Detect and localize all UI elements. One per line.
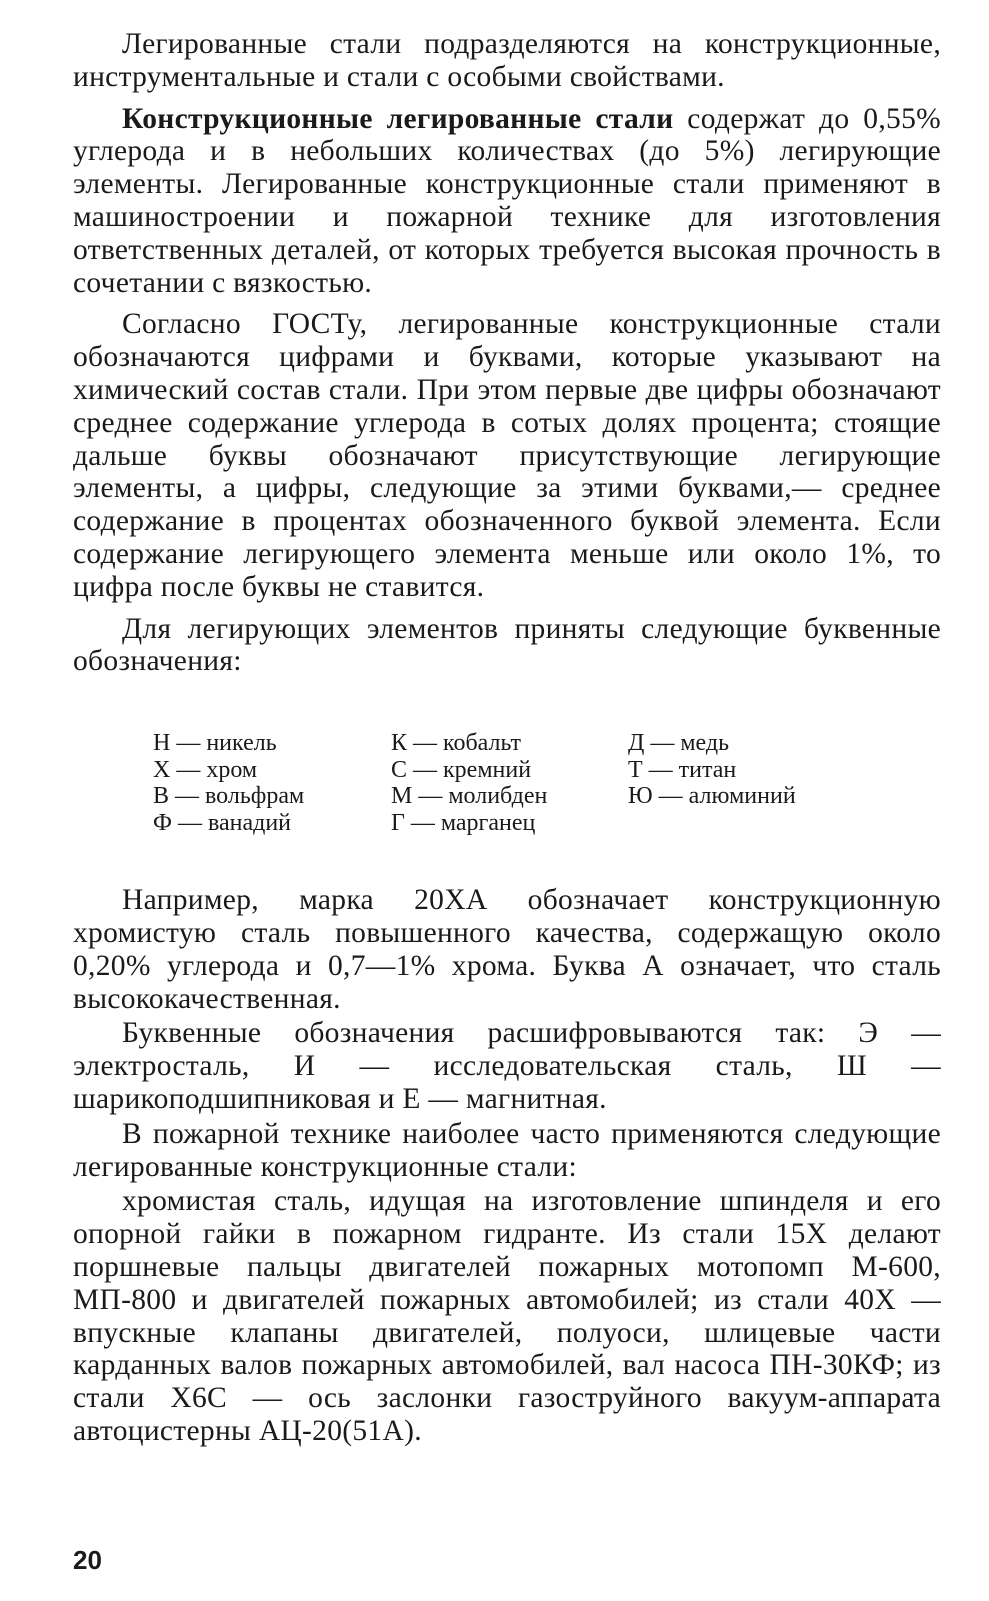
- page-content: [73, 28, 941, 1448]
- legend-item: Ю — алюминий: [628, 783, 796, 810]
- legend-item: Г — марганец: [391, 809, 536, 836]
- paragraph-steel-classes: Легированные стали подразделяются на конструкционные, инструментальные и стали с особыми свойствами.: [73, 28, 941, 93]
- paragraph-structural-steels: [73, 103, 941, 300]
- legend-item: К — кобальт: [391, 730, 522, 757]
- legend-column-3: [628, 730, 796, 810]
- paragraph-fire-equipment-intro: В пожарной технике наиболее часто применяются следующие легированные конструкционные стали:: [73, 1117, 941, 1183]
- legend-column-1: [153, 730, 304, 836]
- paragraph-20xa-example: Например, марка 20ХА обозначает конструкционную хромистую сталь повышенного качества, содержащую около 0,20% углерода и 0,7—1% хрома. Буква А означает, что сталь высококачественная.: [73, 884, 941, 1015]
- paragraph-gost-marking: Согласно ГОСТу, легированные конструкционные стали обозначаются цифрами и буквами, которые указывают на химический состав стали. При этом первые две цифры обозначают среднее содержание углерода в сотых долях процента; стоящие дальше буквы обозначают присутствующие легирующие элементы, а цифры, следующие за этими буквами,— среднее содержание в процентах обозначенного буквой элемента. Если содержание легирующего элемента меньше или около 1%, то цифра после буквы не ставится.: [73, 308, 941, 603]
- legend-item: Н — никель: [153, 730, 277, 757]
- legend-item: Т — титан: [628, 756, 737, 783]
- legend-item: Ф — ванадий: [153, 809, 292, 836]
- legend-column-2: [391, 730, 547, 836]
- paragraph-letter-designations-intro: Для легирующих элементов приняты следующие буквенные обозначения:: [73, 612, 941, 678]
- legend-item: В — вольфрам: [153, 783, 305, 810]
- legend-item: Д — медь: [628, 730, 730, 757]
- legend-item: Х — хром: [153, 756, 258, 783]
- page-number: 20: [73, 1545, 102, 1575]
- paragraph-suffix-letters: Буквенные обозначения расшифровываются так: Э — электросталь, И — исследовательская сталь, Ш — шарикоподшипниковая и Е — магнитная.: [73, 1017, 941, 1115]
- legend-item: М — молибден: [391, 783, 548, 810]
- paragraph-structural-steels-text: содержат до 0,55% углерода и в небольших количествах (до 5%) легирующие элементы. Легированные конструкционные стали применяют в машиностроении и пожарной технике для изготовления ответственных деталей, от которых требуется высокая прочность в сочетании с вязкостью.: [73, 102, 942, 299]
- paragraph-chromium-steel-uses: хромистая сталь, идущая на изготовление шпинделя и его опорной гайки в пожарном гидранте. Из стали 15Х делают поршневые пальцы двигателей пожарных мотопомп М-600, МП-800 и двигателей пожарных автомобилей; из стали 40Х — впускные клапаны двигателей, полуоси, шлицевые части карданных валов пожарных автомобилей, вал насоса ПН-30КФ; из стали Х6С — ось заслонки газоструйного вакуум-аппарата автоцистерны АЦ-20(51А).: [73, 1185, 941, 1447]
- element-letter-legend: [73, 730, 941, 848]
- term-structural-alloy-steels: Конструкционные легированные стали: [122, 102, 674, 135]
- legend-item: С — кремний: [391, 756, 532, 783]
